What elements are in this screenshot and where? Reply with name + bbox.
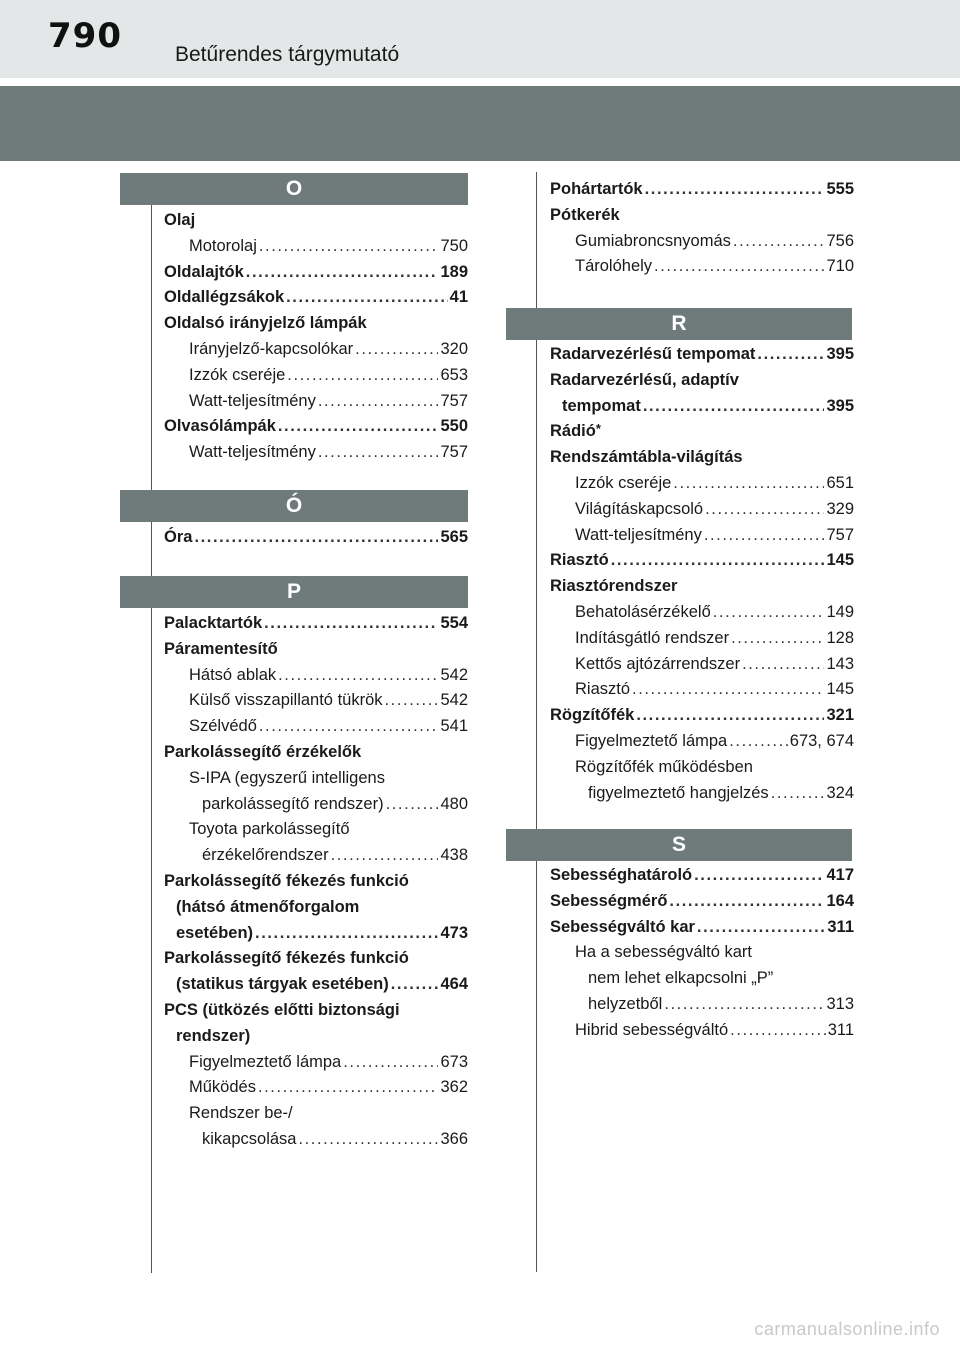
entry-line <box>562 394 854 420</box>
index-subentry <box>164 440 468 466</box>
entry-text: Olaj <box>164 211 196 229</box>
entry-text: Izzók cseréje <box>189 365 286 384</box>
dot-leader <box>385 688 439 714</box>
entry-line <box>176 972 468 998</box>
entry-line <box>575 1018 854 1044</box>
dot-leader <box>654 254 824 280</box>
top-strip <box>0 0 960 78</box>
entry-line <box>189 234 468 260</box>
entry-text: Rádió <box>550 422 596 441</box>
entry-text: Külső visszapillantó tükrök <box>189 691 383 710</box>
entry-text: Rendszámtábla-világítás <box>550 448 743 467</box>
index-subentry <box>164 1101 468 1127</box>
entry-text: Watt-teljesítmény <box>575 525 702 544</box>
index-entry <box>550 703 854 729</box>
index-subentry <box>164 688 468 714</box>
index-subentry <box>550 254 854 280</box>
entry-line <box>550 342 854 368</box>
entry-text: Toyota parkolássegítő <box>189 820 350 839</box>
page-reference: 464 <box>440 975 468 994</box>
entry-line <box>550 863 854 889</box>
page-reference: 395 <box>826 396 854 415</box>
dot-leader <box>645 177 825 203</box>
index-subentry <box>164 1050 468 1076</box>
index-entry <box>164 611 468 637</box>
entry-line <box>575 626 854 652</box>
entry-text: (statikus tárgyak esetében) <box>176 975 389 994</box>
index-entry <box>550 368 854 394</box>
page-reference: 320 <box>440 339 468 358</box>
entry-text: Hibrid sebességváltó <box>575 1020 729 1039</box>
entry-line <box>164 637 468 663</box>
entry-line <box>550 889 854 915</box>
page-reference: 757 <box>826 525 854 544</box>
entry-text: Oldallégzsákok <box>164 288 285 307</box>
entry-text: Oldalajtók <box>164 262 244 281</box>
dot-leader <box>673 471 824 497</box>
index-subentry <box>550 497 854 523</box>
entry-line <box>189 1050 468 1076</box>
index-subentry <box>550 600 854 626</box>
index-subentry <box>164 363 468 389</box>
dot-leader <box>742 652 824 678</box>
dot-leader <box>343 1050 438 1076</box>
entry-line <box>176 921 468 947</box>
page-reference: 41 <box>449 288 468 307</box>
dot-leader <box>729 729 788 755</box>
dot-leader <box>391 972 439 998</box>
index-entry <box>164 1024 468 1050</box>
dot-leader <box>611 548 825 574</box>
index-entry <box>550 419 854 445</box>
entry-text: Sebességhatároló <box>550 866 693 884</box>
section-letter-text: Ó <box>285 494 303 517</box>
dot-leader <box>287 363 438 389</box>
entry-text: Hátsó ablak <box>189 665 277 684</box>
dot-leader <box>694 863 824 889</box>
dot-leader <box>298 1127 438 1153</box>
entry-text: helyzetből <box>588 994 663 1013</box>
entry-text: Figyelmeztető lámpa <box>575 731 728 750</box>
dot-leader <box>713 600 825 626</box>
entry-line <box>176 1024 468 1050</box>
page-reference: 324 <box>826 783 854 802</box>
index-entry <box>164 740 468 766</box>
index-entry <box>164 311 468 337</box>
entry-text: Kettős ajtózárrendszer <box>575 654 741 673</box>
index-entry <box>164 921 468 947</box>
dot-leader <box>705 497 824 523</box>
entry-line <box>550 703 854 729</box>
index-subentry <box>164 766 468 792</box>
section-letter-r <box>506 308 852 340</box>
dot-leader <box>264 611 438 637</box>
entry-text: Ha a sebességváltó kart <box>575 943 753 962</box>
dot-leader <box>246 260 439 286</box>
index-entry <box>164 637 468 663</box>
section-letter-p <box>120 576 468 608</box>
index-entry <box>550 574 854 600</box>
index-entry <box>550 863 854 889</box>
index-subentry <box>550 729 854 755</box>
dot-leader <box>318 389 439 415</box>
entry-line <box>164 414 468 440</box>
dot-leader <box>704 523 825 549</box>
page-reference: 311 <box>827 1020 854 1039</box>
section-letter-o-acute <box>120 490 468 522</box>
page-reference: 149 <box>826 602 854 621</box>
page-reference: 542 <box>440 665 468 684</box>
index-entry <box>164 414 468 440</box>
entry-line <box>575 677 854 703</box>
entry-line <box>164 611 468 637</box>
entry-line <box>164 946 468 972</box>
entry-line <box>189 389 468 415</box>
page-reference: 673, 674 <box>789 731 854 750</box>
index-entry <box>550 445 854 471</box>
entry-text: tempomat <box>562 396 641 415</box>
entry-line <box>550 548 854 574</box>
entry-text: Olvasólámpák <box>164 417 276 436</box>
page-reference: 145 <box>826 551 854 570</box>
dot-leader <box>669 889 824 915</box>
entry-line <box>189 663 468 689</box>
index-subentry <box>164 389 468 415</box>
entry-text: Parkolássegítő érzékelők <box>164 742 362 761</box>
entry-text: Pohártartók <box>550 180 643 198</box>
dot-leader <box>771 781 825 807</box>
entry-text: Behatolásérzékelő <box>575 602 711 621</box>
page-reference: 362 <box>440 1078 468 1097</box>
index-entry <box>550 177 854 203</box>
index-subentry <box>550 471 854 497</box>
page-reference: 651 <box>826 473 854 492</box>
entry-text: Radarvezérlésű, adaptív <box>550 370 739 389</box>
page-reference: 473 <box>440 923 468 942</box>
section-letter-text: O <box>285 177 303 200</box>
entry-text: rendszer) <box>176 1026 251 1045</box>
entry-line <box>550 445 854 471</box>
entry-line <box>575 471 854 497</box>
entry-line <box>189 363 468 389</box>
entry-text: Gumiabroncsnyomás <box>575 231 731 250</box>
index-entry <box>550 342 854 368</box>
dot-leader <box>697 915 825 941</box>
index-subentry <box>550 755 854 781</box>
entry-text: Parkolássegítő fékezés funkció <box>164 949 409 968</box>
dot-leader <box>733 229 825 255</box>
section-letter-text: P <box>286 580 301 603</box>
entry-text: Riasztórendszer <box>550 577 678 596</box>
index-entry <box>164 972 468 998</box>
entry-line <box>189 337 468 363</box>
index-entry <box>550 915 854 941</box>
entry-line <box>575 523 854 549</box>
entry-line <box>164 740 468 766</box>
entry-line <box>189 817 468 843</box>
page-reference: 189 <box>440 262 468 281</box>
entry-text: Pótkerék <box>550 205 620 224</box>
entry-text: Riasztó <box>550 551 609 570</box>
index-subentry <box>164 234 468 260</box>
index-entry <box>164 525 468 551</box>
section-letter-s <box>506 829 852 861</box>
dot-leader <box>632 677 824 703</box>
index-entry <box>550 548 854 574</box>
footnote-mark: * <box>595 421 601 437</box>
entry-line <box>164 998 468 1024</box>
index-entry <box>164 895 468 921</box>
index-subentry <box>164 1075 468 1101</box>
dot-leader <box>318 440 439 466</box>
entry-line <box>189 440 468 466</box>
entry-line <box>575 497 854 523</box>
entry-text: Oldalsó irányjelző lámpák <box>164 314 367 333</box>
dot-leader <box>258 1075 439 1101</box>
entry-line <box>164 285 468 311</box>
index-subentry <box>550 626 854 652</box>
section-o-acute-entries <box>164 525 468 551</box>
entry-text: Rendszer be-/ <box>189 1104 293 1123</box>
entry-line <box>550 419 854 445</box>
entry-line <box>189 1075 468 1101</box>
dot-leader <box>730 1018 826 1044</box>
entry-line <box>575 254 854 280</box>
page-reference: 550 <box>440 417 468 436</box>
entry-text: Rögzítőfék <box>550 706 635 725</box>
index-entry <box>550 889 854 915</box>
index-entry <box>550 203 854 229</box>
entry-line <box>550 177 854 203</box>
dot-leader <box>255 921 438 947</box>
index-subentry <box>164 817 468 843</box>
entry-line <box>189 688 468 714</box>
index-subentry <box>550 966 854 992</box>
entry-text: kikapcsolása <box>202 1129 297 1148</box>
index-entry <box>164 946 468 972</box>
entry-line <box>575 600 854 626</box>
page-reference: 542 <box>440 691 468 710</box>
section-letter-o <box>120 173 468 205</box>
entry-text: Működés <box>189 1078 256 1097</box>
dot-leader <box>636 703 824 729</box>
entry-line <box>588 966 854 992</box>
page-reference: 554 <box>440 614 468 632</box>
index-subentry <box>164 843 468 869</box>
page-reference: 438 <box>440 846 468 865</box>
page-reference: 757 <box>440 391 468 410</box>
page-reference: 164 <box>826 891 854 910</box>
page-reference: 756 <box>826 231 854 250</box>
dot-leader <box>757 342 824 368</box>
left-column-rule <box>151 203 152 1273</box>
page-number: 790 <box>48 16 122 56</box>
entry-text: esetében) <box>176 923 254 942</box>
entry-line <box>164 208 468 234</box>
dot-leader <box>259 234 439 260</box>
entry-text: érzékelőrendszer <box>202 846 329 865</box>
index-subentry <box>164 714 468 740</box>
entry-line <box>575 755 854 781</box>
entry-text: parkolássegítő rendszer) <box>202 794 384 813</box>
entry-text: S-IPA (egyszerű intelligens <box>189 768 385 787</box>
section-r-entries <box>550 342 854 806</box>
page-reference: 128 <box>826 628 854 647</box>
dot-leader <box>278 414 439 440</box>
section-s-entries <box>550 863 854 1044</box>
entry-text: Riasztó <box>575 680 631 699</box>
entry-text: Motorolaj <box>189 236 257 255</box>
page-reference: 480 <box>440 794 468 813</box>
section-letter-text: S <box>671 833 686 856</box>
entry-text: Tárolóhely <box>575 257 653 276</box>
dot-leader <box>386 792 439 818</box>
entry-text: Palacktartók <box>164 614 263 632</box>
page-reference: 311 <box>827 917 854 936</box>
entry-line <box>575 229 854 255</box>
index-entry <box>164 869 468 895</box>
entry-line <box>588 781 854 807</box>
dot-leader <box>286 285 448 311</box>
entry-text: Irányjelző-kapcsolókar <box>189 339 354 358</box>
page-reference: 366 <box>440 1129 468 1148</box>
dot-leader <box>731 626 824 652</box>
dot-leader <box>664 992 824 1018</box>
dot-leader <box>259 714 439 740</box>
index-subentry <box>550 992 854 1018</box>
page-reference: 673 <box>440 1052 468 1071</box>
page-reference: 555 <box>826 180 854 198</box>
page-reference: 313 <box>826 994 854 1013</box>
index-subentry <box>550 781 854 807</box>
section-p-continued-entries <box>550 177 854 280</box>
entry-text: Radarvezérlésű tempomat <box>550 345 756 363</box>
entry-line <box>189 766 468 792</box>
page-reference: 653 <box>440 365 468 384</box>
index-entry <box>164 285 468 311</box>
page-reference: 329 <box>826 499 854 518</box>
entry-line <box>164 260 468 286</box>
page-reference: 565 <box>440 528 468 546</box>
entry-line <box>550 915 854 941</box>
entry-text: Óra <box>164 528 193 546</box>
entry-line <box>164 525 468 551</box>
entry-line <box>176 895 468 921</box>
entry-text: Világításkapcsoló <box>575 499 704 518</box>
entry-text: Izzók cseréje <box>575 473 672 492</box>
page-reference: 757 <box>440 443 468 462</box>
section-p-entries <box>164 611 468 1153</box>
entry-line <box>550 574 854 600</box>
entry-line <box>164 869 468 895</box>
entry-line <box>189 1101 468 1127</box>
entry-line <box>164 311 468 337</box>
entry-line <box>575 940 854 966</box>
index-subentry <box>550 229 854 255</box>
page-reference: 541 <box>440 717 468 736</box>
index-subentry <box>550 940 854 966</box>
index-entry <box>164 998 468 1024</box>
entry-line <box>575 652 854 678</box>
entry-line <box>550 203 854 229</box>
page-reference: 145 <box>826 680 854 699</box>
index-subentry <box>164 337 468 363</box>
section-o-entries <box>164 208 468 466</box>
dot-leader <box>643 394 825 420</box>
entry-text: Szélvédő <box>189 717 257 736</box>
section-letter-text: R <box>671 312 687 335</box>
dot-leader <box>194 525 438 551</box>
header-bar <box>0 86 960 161</box>
index-subentry <box>164 792 468 818</box>
entry-text: (hátsó átmenőforgalom <box>176 897 360 916</box>
entry-line <box>575 729 854 755</box>
page-reference: 417 <box>826 866 854 884</box>
entry-text: Indításgátló rendszer <box>575 628 730 647</box>
page-reference: 750 <box>440 236 468 255</box>
dot-leader <box>355 337 438 363</box>
index-entry <box>164 208 468 234</box>
index-subentry <box>550 677 854 703</box>
entry-text: Parkolássegítő fékezés funkció <box>164 871 409 890</box>
index-entry <box>164 260 468 286</box>
entry-text: Watt-teljesítmény <box>189 391 316 410</box>
entry-line <box>202 843 468 869</box>
page-reference: 321 <box>826 706 854 725</box>
dot-leader <box>331 843 439 869</box>
page-title: Betűrendes tárgymutató <box>175 43 400 66</box>
entry-text: Watt-teljesítmény <box>189 443 316 462</box>
index-subentry <box>550 523 854 549</box>
dot-leader <box>278 663 438 689</box>
entry-line <box>189 714 468 740</box>
entry-text: Rögzítőfék működésben <box>575 757 753 776</box>
index-subentry <box>550 652 854 678</box>
entry-line <box>202 1127 468 1153</box>
entry-text: Sebességmérő <box>550 891 668 910</box>
entry-text: PCS (ütközés előtti biztonsági <box>164 1000 400 1019</box>
watermark: carmanualsonline.info <box>754 1319 940 1339</box>
entry-text: Páramentesítő <box>164 639 278 658</box>
page-reference: 395 <box>826 345 854 363</box>
page-reference: 710 <box>826 257 854 276</box>
entry-text: Figyelmeztető lámpa <box>189 1052 342 1071</box>
entry-line <box>202 792 468 818</box>
index-subentry <box>164 663 468 689</box>
entry-line <box>550 368 854 394</box>
entry-text: figyelmeztető hangjelzés <box>588 783 769 802</box>
index-subentry <box>550 1018 854 1044</box>
index-subentry <box>164 1127 468 1153</box>
page-reference: 143 <box>826 654 854 673</box>
entry-line <box>588 992 854 1018</box>
entry-text: nem lehet elkapcsolni „P” <box>588 969 774 988</box>
entry-text: Sebességváltó kar <box>550 917 695 936</box>
